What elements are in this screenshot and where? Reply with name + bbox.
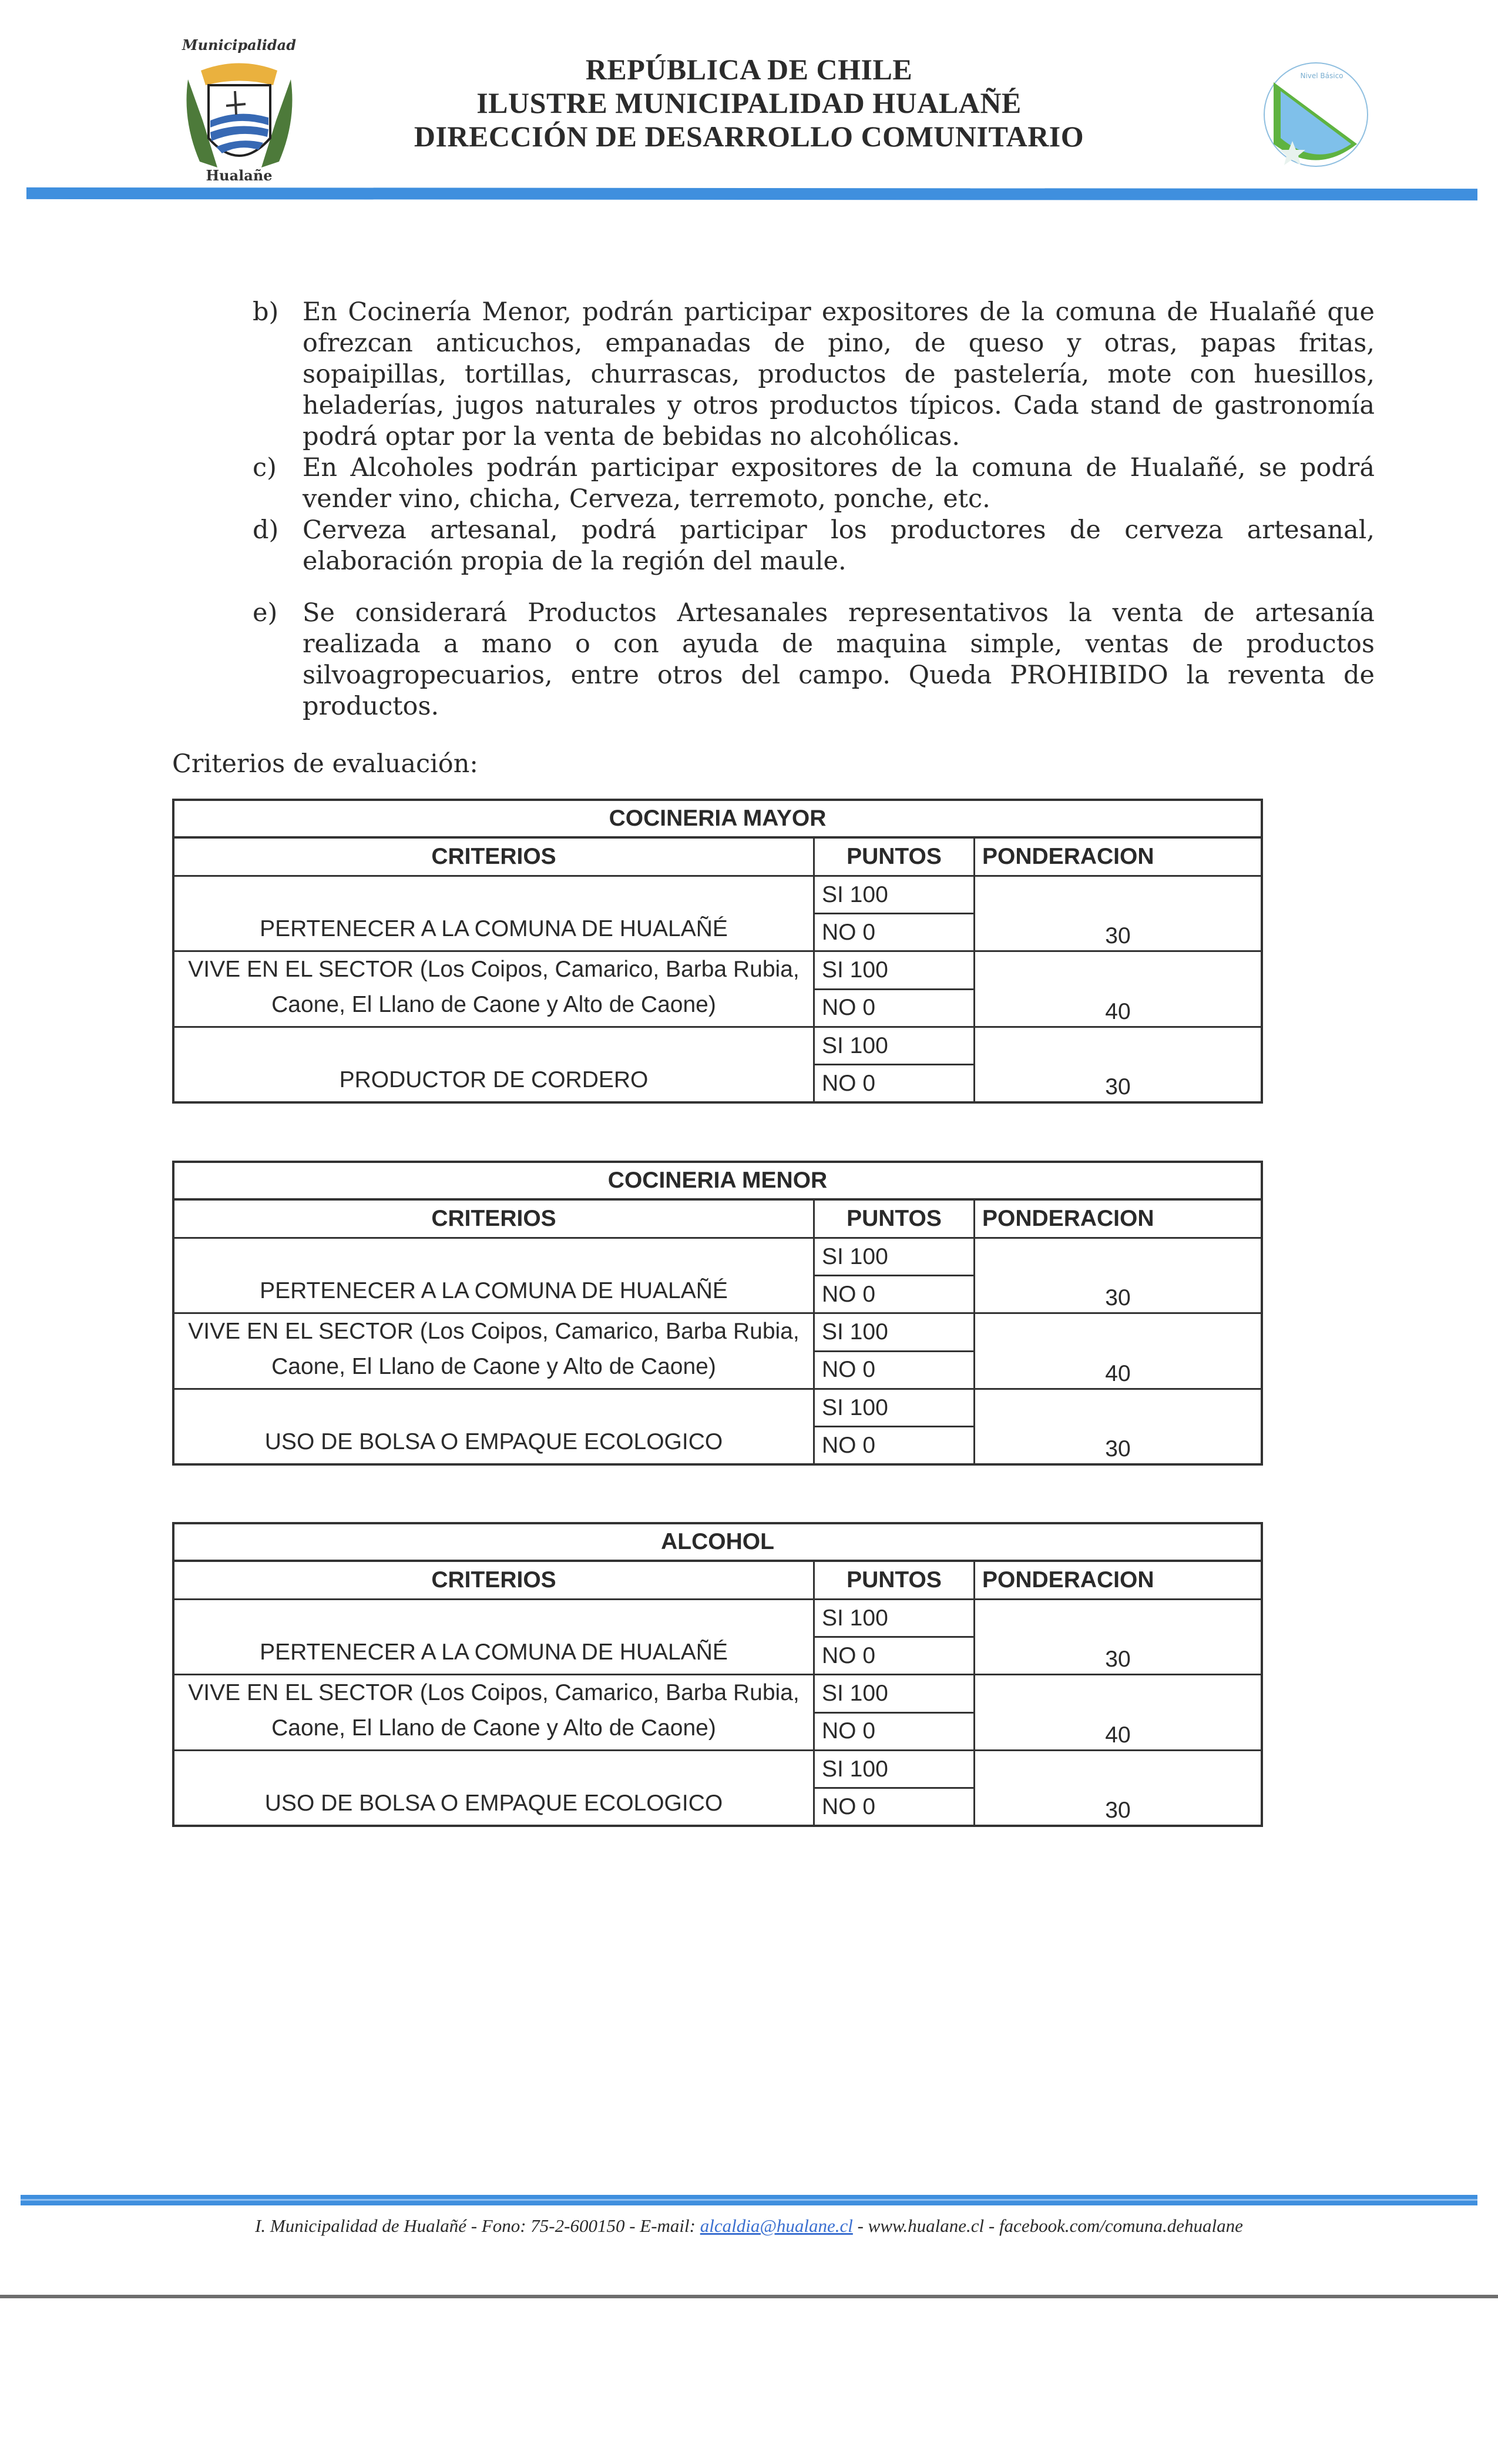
weight-cell: 40 bbox=[975, 1313, 1262, 1389]
header-line-direccion: DIRECCIÓN DE DESARROLLO COMUNITARIO bbox=[414, 120, 1084, 153]
list-item-text: Se considerará Productos Artesanales representativos la venta de artesanía realizada a mano o con ayuda de maquina simple, ventas de productos silvoagropecuarios, entre otros del campo. Queda PROHIBIDO la reventa de productos. bbox=[303, 598, 1375, 721]
column-header-ponderacion: PONDERACION bbox=[975, 1199, 1262, 1238]
points-yes-cell: SI 100 bbox=[814, 1313, 975, 1352]
list-marker: e) bbox=[253, 598, 278, 628]
table-row bbox=[173, 1600, 1262, 1637]
criterion-cell: PERTENECER A LA COMUNA DE HUALAÑÉ bbox=[173, 1238, 814, 1313]
points-no-cell: NO 0 bbox=[814, 1427, 975, 1465]
criterion-cell: VIVE EN EL SECTOR (Los Coipos, Camarico, Barba Rubia, Caone, El Llano de Caone y Alto de Caone) bbox=[173, 1675, 814, 1751]
evaluation-table-cocineria-menor bbox=[172, 1161, 1263, 1466]
svg-text:Nivel Básico: Nivel Básico bbox=[1300, 72, 1344, 80]
points-yes-cell: SI 100 bbox=[814, 1600, 975, 1637]
points-no-cell: NO 0 bbox=[814, 1351, 975, 1389]
column-header-puntos: PUNTOS bbox=[814, 1199, 975, 1238]
list-item-b bbox=[253, 297, 1375, 452]
table-title: ALCOHOL bbox=[173, 1523, 1262, 1561]
criterion-cell: USO DE BOLSA O EMPAQUE ECOLOGICO bbox=[173, 1389, 814, 1465]
scanned-page-edge bbox=[0, 2295, 1498, 2298]
points-no-cell: NO 0 bbox=[814, 1637, 975, 1675]
points-yes-cell: SI 100 bbox=[814, 951, 975, 990]
column-header-ponderacion: PONDERACION bbox=[975, 837, 1262, 876]
points-yes-cell: SI 100 bbox=[814, 1238, 975, 1276]
footer-contact-suffix: - www.hualane.cl - facebook.com/comuna.dehualane bbox=[852, 2215, 1243, 2236]
column-header-ponderacion: PONDERACION bbox=[975, 1561, 1262, 1600]
table-row bbox=[173, 1313, 1262, 1352]
list-item-text: Cerveza artesanal, podrá participar los productores de cerveza artesanal, elaboración propia de la región del maule. bbox=[303, 515, 1375, 576]
list-item-text: En Cocinería Menor, podrán participar expositores de la comuna de Hualañé que ofrezcan anticuchos, empanadas de pino, de queso y otras, papas fritas, sopaipillas, tortillas, churrascas, productos de pastelería, mote con huesillos, heladerías, jugos naturales y otros productos típicos. Cada stand de gastronomía podrá optar por la venta de bebidas no alcohólicas. bbox=[303, 297, 1375, 451]
weight-cell: 30 bbox=[975, 1027, 1262, 1103]
points-yes-cell: SI 100 bbox=[814, 1389, 975, 1427]
criterion-cell: PRODUCTOR DE CORDERO bbox=[173, 1027, 814, 1103]
points-no-cell: NO 0 bbox=[814, 989, 975, 1027]
table-row bbox=[173, 1238, 1262, 1276]
points-no-cell: NO 0 bbox=[814, 1788, 975, 1826]
header-line-municipalidad: ILUSTRE MUNICIPALIDAD HUALAÑÉ bbox=[476, 86, 1022, 119]
points-yes-cell: SI 100 bbox=[814, 876, 975, 914]
criterion-cell: PERTENECER A LA COMUNA DE HUALAÑÉ bbox=[173, 1600, 814, 1675]
weight-cell: 30 bbox=[975, 1389, 1262, 1465]
svg-text:Hualañe: Hualañe bbox=[206, 167, 273, 184]
weight-cell: 40 bbox=[975, 1675, 1262, 1751]
evaluation-table-cocineria-mayor bbox=[172, 799, 1263, 1104]
list-item-c bbox=[253, 452, 1375, 515]
svg-text:Municipalidad: Municipalidad bbox=[182, 36, 296, 53]
table-row bbox=[173, 1675, 1262, 1713]
header-line-republica: REPÚBLICA DE CHILE bbox=[585, 53, 913, 86]
weight-cell: 30 bbox=[975, 1751, 1262, 1826]
table-row bbox=[173, 951, 1262, 990]
criterion-cell: VIVE EN EL SECTOR (Los Coipos, Camarico, Barba Rubia, Caone, El Llano de Caone y Alto de Caone) bbox=[173, 1313, 814, 1389]
list-marker: d) bbox=[253, 515, 279, 545]
evaluation-table-alcohol bbox=[172, 1522, 1263, 1827]
criterion-cell: USO DE BOLSA O EMPAQUE ECOLOGICO bbox=[173, 1751, 814, 1826]
column-header-puntos: PUNTOS bbox=[814, 1561, 975, 1600]
column-header-criterios: CRITERIOS bbox=[173, 1561, 814, 1600]
list-item-e bbox=[253, 598, 1375, 722]
weight-cell: 30 bbox=[975, 876, 1262, 951]
points-no-cell: NO 0 bbox=[814, 1712, 975, 1751]
conditions-list bbox=[253, 297, 1375, 722]
weight-cell: 40 bbox=[975, 951, 1262, 1027]
criteria-section-label: Criterios de evaluación: bbox=[172, 749, 478, 779]
table-row bbox=[173, 1389, 1262, 1427]
column-header-criterios: CRITERIOS bbox=[173, 837, 814, 876]
weight-cell: 30 bbox=[975, 1238, 1262, 1313]
points-no-cell: NO 0 bbox=[814, 914, 975, 951]
footer-contact-prefix: I. Municipalidad de Hualañé - Fono: 75-2-600150 - E-mail: bbox=[255, 2215, 700, 2236]
table-row bbox=[173, 876, 1262, 914]
environmental-certification-logo bbox=[1257, 56, 1375, 173]
table-row bbox=[173, 1027, 1262, 1065]
points-yes-cell: SI 100 bbox=[814, 1675, 975, 1713]
list-marker: b) bbox=[253, 297, 279, 327]
weight-cell: 30 bbox=[975, 1600, 1262, 1675]
footer-email-link[interactable]: alcaldia@hualane.cl bbox=[700, 2215, 853, 2236]
table-title: COCINERIA MENOR bbox=[173, 1162, 1262, 1199]
list-marker: c) bbox=[253, 453, 277, 482]
table-row bbox=[173, 1751, 1262, 1788]
header-divider-bar bbox=[26, 187, 1477, 200]
environmental-certification-seal-icon bbox=[1257, 56, 1375, 173]
points-yes-cell: SI 100 bbox=[814, 1027, 975, 1065]
criterion-cell: VIVE EN EL SECTOR (Los Coipos, Camarico, Barba Rubia, Caone, El Llano de Caone y Alto de Caone) bbox=[173, 951, 814, 1027]
column-header-puntos: PUNTOS bbox=[814, 837, 975, 876]
footer-divider-bar bbox=[21, 2195, 1477, 2205]
list-item-d bbox=[253, 515, 1375, 577]
column-header-criterios: CRITERIOS bbox=[173, 1199, 814, 1238]
table-title: COCINERIA MAYOR bbox=[173, 800, 1262, 837]
list-item-text: En Alcoholes podrán participar expositores de la comuna de Hualañé, se podrá vender vino, chicha, Cerveza, terremoto, ponche, etc. bbox=[303, 453, 1375, 514]
footer-contact-line bbox=[0, 2215, 1498, 2237]
points-no-cell: NO 0 bbox=[814, 1065, 975, 1103]
points-yes-cell: SI 100 bbox=[814, 1751, 975, 1788]
points-no-cell: NO 0 bbox=[814, 1276, 975, 1313]
criterion-cell: PERTENECER A LA COMUNA DE HUALAÑÉ bbox=[173, 876, 814, 951]
